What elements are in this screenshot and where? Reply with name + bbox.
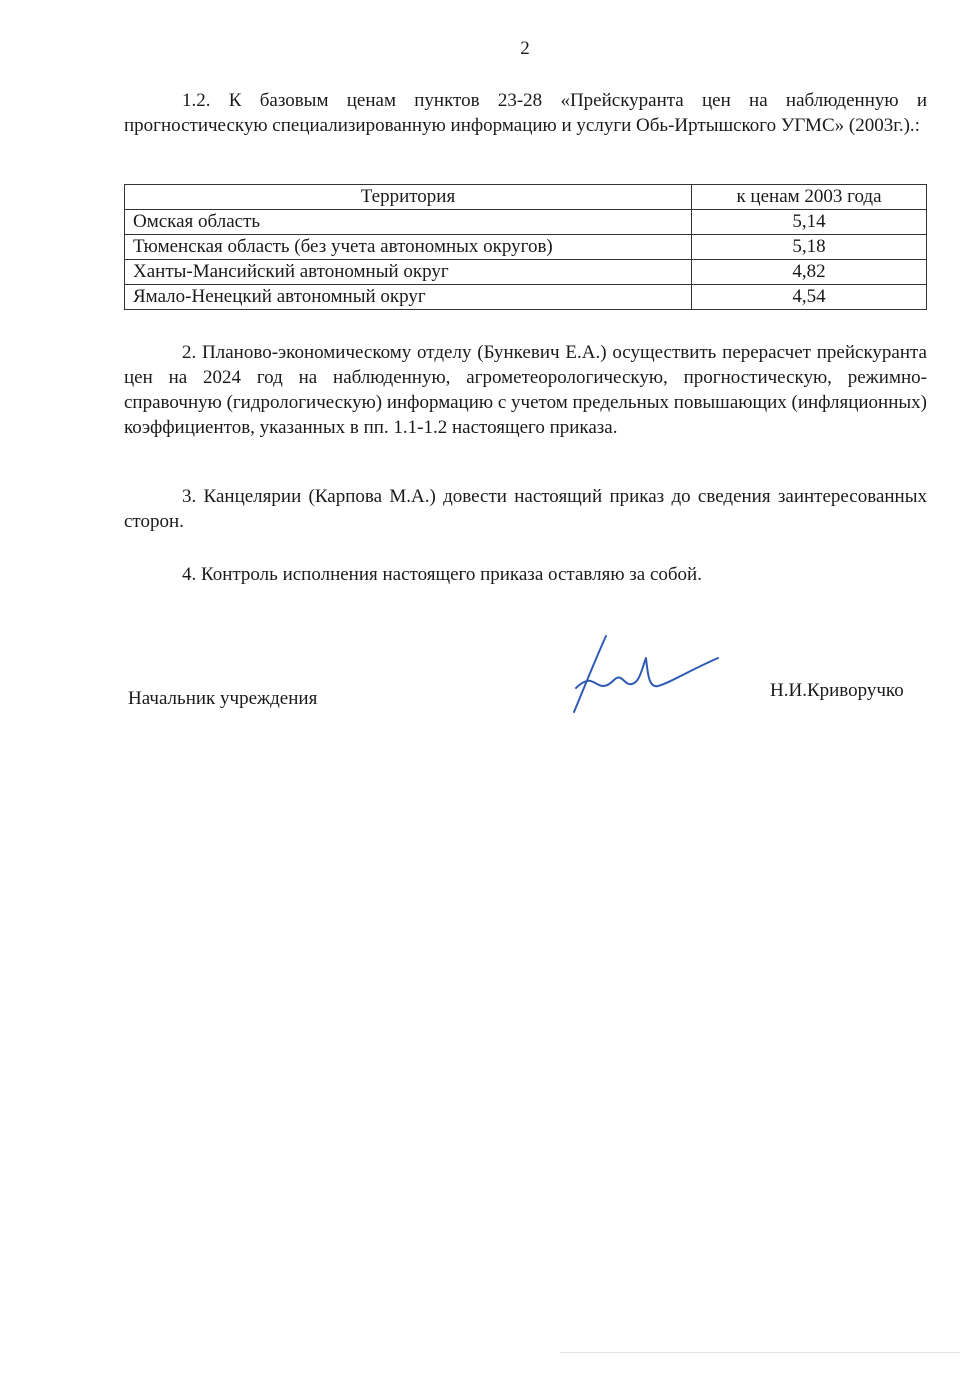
paragraph-2 (124, 340, 927, 440)
territory-cell: Ямало-Ненецкий автономный округ (125, 285, 692, 310)
table-row (125, 285, 927, 310)
coefficients-table (124, 184, 927, 310)
paragraph-4 (124, 562, 927, 587)
handwritten-signature (566, 628, 726, 718)
territory-cell: Ханты-Мансийский автономный округ (125, 260, 692, 285)
signer-title: Начальник учреждения (128, 688, 318, 709)
coefficient-cell: 5,14 (692, 210, 927, 235)
table-row (125, 210, 927, 235)
paragraph-4-text: 4. Контроль исполнения настоящего приказа оставляю за собой. (182, 564, 702, 585)
table-row (125, 260, 927, 285)
paragraph-1-2 (124, 88, 927, 138)
paragraph-3-text: 3. Канцелярии (Карпова М.А.) довести настоящий приказ до сведения заинтересованных сторон. (124, 486, 927, 532)
table-row (125, 235, 927, 260)
coefficient-cell: 4,54 (692, 285, 927, 310)
paragraph-1-2-text: 1.2. К базовым ценам пунктов 23-28 «Прейскуранта цен на наблюденную и прогностическую специализированную информацию и услуги Обь-Иртышского УГМС» (2003г.).: (124, 90, 927, 136)
paragraph-2-text: 2. Планово-экономическому отделу (Бункевич Е.А.) осуществить перерасчет прейскуранта цен на 2024 год на наблюденную, агрометеорологическую, прогностическую, режимно-справочную (гидрологическую) информацию с учетом предельных повышающих (инфляционных) коэффициентов, указанных в пп. 1.1-1.2 настоящего приказа. (124, 342, 927, 438)
column-header-territory: Территория (125, 185, 692, 210)
table-header-row (125, 185, 927, 210)
territory-cell: Тюменская область (без учета автономных округов) (125, 235, 692, 260)
coefficient-cell: 5,18 (692, 235, 927, 260)
territory-cell: Омская область (125, 210, 692, 235)
paragraph-3 (124, 484, 927, 534)
column-header-coefficient: к ценам 2003 года (692, 185, 927, 210)
page-number: 2 (520, 38, 530, 59)
coefficient-cell: 4,82 (692, 260, 927, 285)
scan-divider (560, 1352, 960, 1353)
signer-name: Н.И.Криворучко (770, 680, 904, 701)
